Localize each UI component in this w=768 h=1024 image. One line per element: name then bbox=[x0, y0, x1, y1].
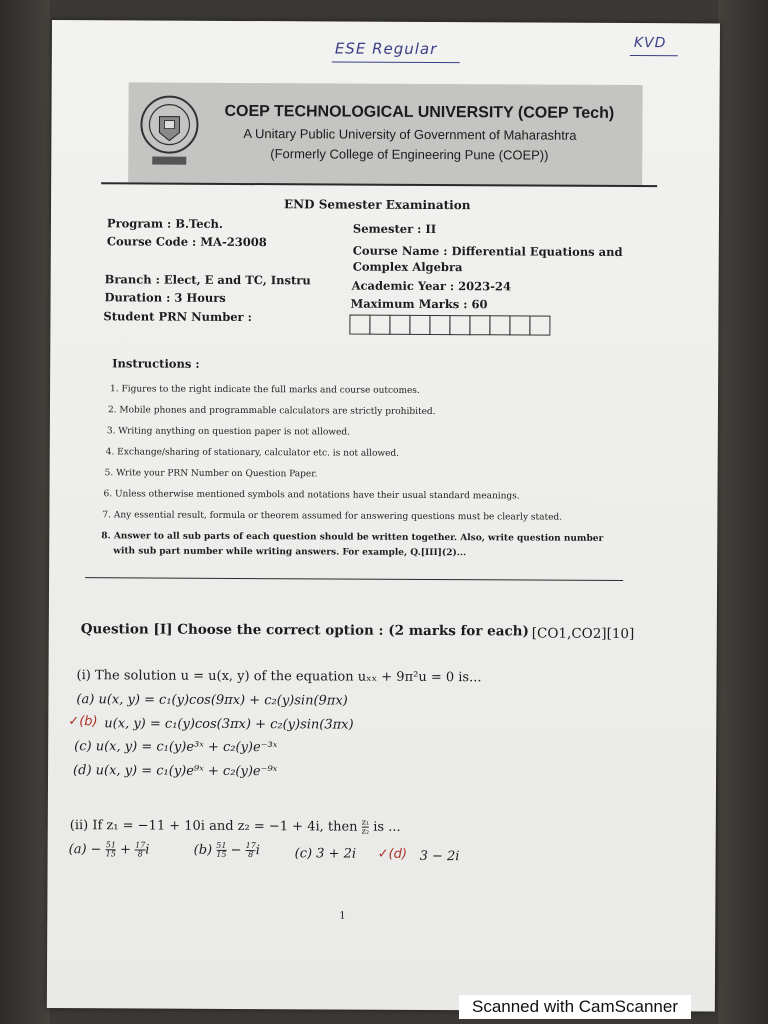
prn-digit-box bbox=[489, 315, 510, 335]
option-b-imag: i bbox=[255, 843, 261, 859]
prn-digit-box bbox=[369, 315, 390, 335]
academic-year-label: Academic Year : 2023-24 bbox=[351, 278, 512, 294]
university-seal-icon bbox=[138, 90, 200, 170]
question-2-option-d-tick: ✓(d) bbox=[377, 846, 407, 862]
question-2-option-d: 3 − 2i bbox=[419, 848, 460, 865]
option-b-fraction-2 bbox=[246, 842, 256, 859]
option-a-label: (a) − bbox=[68, 842, 102, 858]
option-b-fraction-1 bbox=[216, 842, 226, 859]
handwritten-underline-initials bbox=[630, 55, 678, 56]
question-1-option-a: (a) u(x, y) = c₁(y)cos(9πx) + c₂(y)sin(9πx) bbox=[76, 692, 348, 709]
handwritten-underline bbox=[332, 61, 460, 63]
branch-label: Branch : Elect, E and TC, Instru bbox=[104, 272, 311, 288]
option-a-plus: + bbox=[120, 842, 131, 858]
fraction-numerator: 17 bbox=[135, 840, 146, 850]
question-2-stem-end: is ... bbox=[373, 819, 401, 835]
question-2-option-c: (c) 3 + 2i bbox=[294, 846, 357, 862]
course-name-label: Course Name : Differential Equations and bbox=[352, 243, 623, 259]
handwritten-initials: KVD bbox=[633, 35, 667, 52]
fraction-numerator: 51 bbox=[105, 840, 116, 850]
instruction-item: 6. Unless otherwise mentioned symbols and notations have their usual standard meanings. bbox=[103, 489, 520, 502]
prn-digit-box bbox=[409, 315, 430, 335]
prn-digit-box bbox=[429, 315, 450, 335]
instruction-item: 7. Any essential result, formula or theorem assumed for answering questions must be clearly stated. bbox=[102, 510, 563, 523]
instruction-item: 8. Answer to all sub parts of each question should be written together. Also, write question number bbox=[101, 531, 604, 544]
university-former-name: (Formerly College of Engineering Pune (COEP)) bbox=[270, 146, 549, 163]
instruction-item: 5. Write your PRN Number on Question Paper. bbox=[104, 468, 318, 480]
prn-digit-box bbox=[349, 315, 370, 335]
maximum-marks-label: Maximum Marks : 60 bbox=[350, 296, 488, 312]
instructions-heading: Instructions : bbox=[112, 356, 200, 371]
page-number: 1 bbox=[339, 910, 346, 922]
course-name-continued: Complex Algebra bbox=[352, 259, 463, 275]
option-b-minus: − bbox=[230, 842, 242, 859]
question-2-stem bbox=[70, 817, 401, 836]
fraction-denominator: 8 bbox=[137, 849, 143, 859]
exam-paper bbox=[47, 20, 720, 1011]
table-surface-right bbox=[718, 0, 768, 1024]
question-heading: Question [I] Choose the correct option : (2 marks for each) bbox=[80, 621, 529, 640]
university-name: COEP TECHNOLOGICAL UNIVERSITY (COEP Tech) bbox=[224, 102, 615, 122]
program-label: Program : B.Tech. bbox=[106, 216, 223, 231]
semester-label: Semester : II bbox=[352, 221, 437, 237]
university-subtitle: A Unitary Public University of Government of Maharashtra bbox=[243, 126, 577, 143]
fraction-numerator: 51 bbox=[216, 840, 227, 850]
prn-digit-box bbox=[389, 315, 410, 335]
fraction-numerator: z₁ bbox=[361, 817, 370, 827]
prn-entry-boxes bbox=[350, 315, 550, 336]
option-a-fraction-1 bbox=[106, 841, 116, 858]
fraction-denominator: 15 bbox=[105, 849, 116, 859]
instruction-item: 1. Figures to the right indicate the full marks and course outcomes. bbox=[110, 384, 420, 396]
exam-title: END Semester Examination bbox=[284, 197, 471, 213]
prn-digit-box bbox=[469, 315, 490, 335]
prn-digit-box bbox=[509, 315, 530, 335]
fraction-denominator: 8 bbox=[248, 850, 254, 860]
option-a-fraction-2 bbox=[135, 841, 145, 858]
question-1-stem: (i) The solution u = u(x, y) of the equation uₓₓ + 9π²u = 0 is... bbox=[76, 668, 482, 686]
option-a-imag: i bbox=[145, 842, 150, 858]
university-header bbox=[128, 82, 643, 187]
fraction-denominator: 15 bbox=[216, 849, 227, 859]
table-surface-left bbox=[0, 0, 50, 1024]
question-2-stem-text: (ii) If z₁ = −11 + 10i and z₂ = −1 + 4i, then bbox=[69, 818, 358, 835]
instructions-rule bbox=[85, 577, 623, 581]
option-b-label: (b) bbox=[193, 842, 213, 858]
question-1-option-b-tick: ✓(b) bbox=[68, 714, 98, 730]
handwritten-note-exam-type: ESE Regular bbox=[334, 39, 438, 59]
prn-digit-box bbox=[449, 315, 470, 335]
camscanner-watermark: Scanned with CamScanner bbox=[459, 995, 691, 1019]
question-course-outcomes: [CO1,CO2][10] bbox=[531, 625, 635, 643]
fraction-denominator: z₂ bbox=[361, 826, 370, 836]
prn-digit-box bbox=[529, 316, 550, 336]
duration-label: Duration : 3 Hours bbox=[104, 290, 226, 305]
question-2-fraction bbox=[362, 819, 370, 836]
prn-label: Student PRN Number : bbox=[103, 309, 252, 325]
question-1-option-d: (d) u(x, y) = c₁(y)e⁹ˣ + c₂(y)e⁻⁹ˣ bbox=[73, 763, 278, 780]
course-code-label: Course Code : MA-23008 bbox=[106, 234, 267, 250]
fraction-numerator: 17 bbox=[245, 841, 256, 851]
question-2-option-b bbox=[194, 842, 260, 859]
instruction-item: 2. Mobile phones and programmable calculators are strictly prohibited. bbox=[107, 405, 436, 418]
instruction-item-continued: with sub part number while writing answers. For example, Q.[III](2)... bbox=[113, 546, 467, 559]
instruction-item: 4. Exchange/sharing of stationary, calculator etc. is not allowed. bbox=[105, 447, 400, 459]
instruction-item: 3. Writing anything on question paper is not allowed. bbox=[106, 426, 350, 438]
question-2-option-a bbox=[69, 841, 150, 858]
question-1-option-c: (c) u(x, y) = c₁(y)e³ˣ + c₂(y)e⁻³ˣ bbox=[74, 739, 278, 756]
question-1-option-b: u(x, y) = c₁(y)cos(3πx) + c₂(y)sin(3πx) bbox=[104, 716, 354, 733]
